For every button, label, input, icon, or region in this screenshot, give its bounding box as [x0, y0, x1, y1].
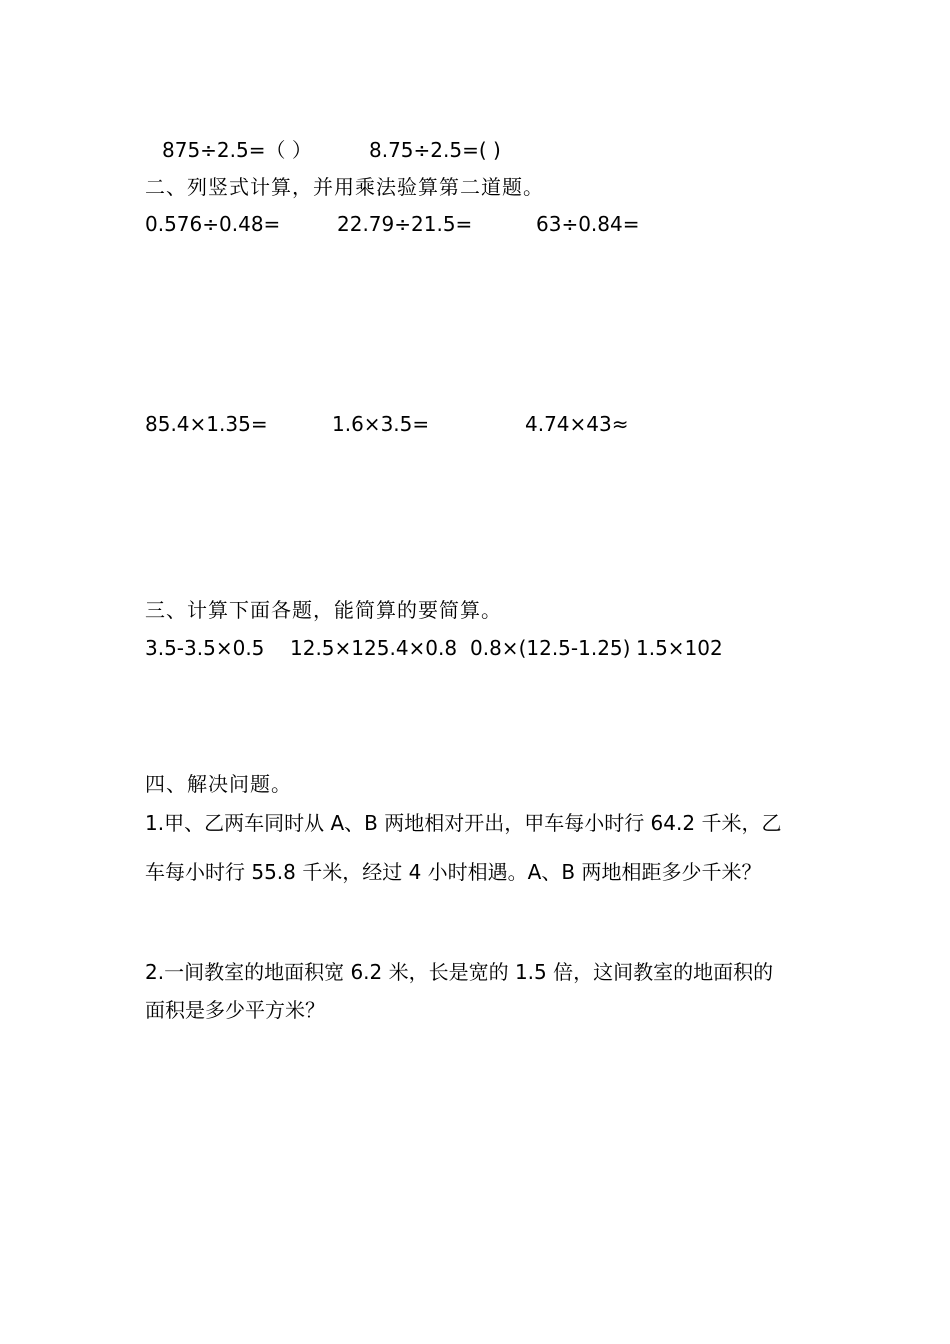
word-problem-1-line-1: 1.甲、乙两车同时从 A、B 两地相对开出，甲车每小时行 64.2 千米，乙 — [145, 811, 782, 835]
word-problem-2-line-2: 面积是多少平方米？ — [145, 998, 325, 1022]
simplify-item-1: 3.5-3.5×0.5 — [145, 636, 265, 660]
vertical-calc-1: 0.576÷0.48= — [145, 212, 281, 236]
section-2-heading: 二、列竖式计算，并用乘法验算第二道题。 — [145, 175, 544, 199]
simplify-item-4: 1.5×102 — [636, 636, 723, 660]
word-problem-2-line-1: 2.一间教室的地面积宽 6.2 米，长是宽的 1.5 倍，这间教室的地面积的 — [145, 960, 774, 984]
simplify-item-2: 12.5×125.4×0.8 — [290, 636, 458, 660]
simplify-item-3: 0.8×(12.5-1.25) — [470, 636, 631, 660]
vertical-calc-5: 1.6×3.5= — [332, 412, 430, 436]
vertical-calc-3: 63÷0.84= — [536, 212, 640, 236]
division-problem-1: 875÷2.5=（ ） — [162, 138, 312, 162]
word-problem-1-line-2: 车每小时行 55.8 千米，经过 4 小时相遇。A、B 两地相距多少千米？ — [145, 860, 762, 884]
section-4-heading: 四、解决问题。 — [145, 772, 292, 796]
vertical-calc-2: 22.79÷21.5= — [337, 212, 473, 236]
division-problem-2: 8.75÷2.5=( ) — [369, 138, 501, 162]
section-3-heading: 三、计算下面各题，能简算的要简算。 — [145, 598, 502, 622]
vertical-calc-6: 4.74×43≈ — [525, 412, 629, 436]
vertical-calc-4: 85.4×1.35= — [145, 412, 268, 436]
